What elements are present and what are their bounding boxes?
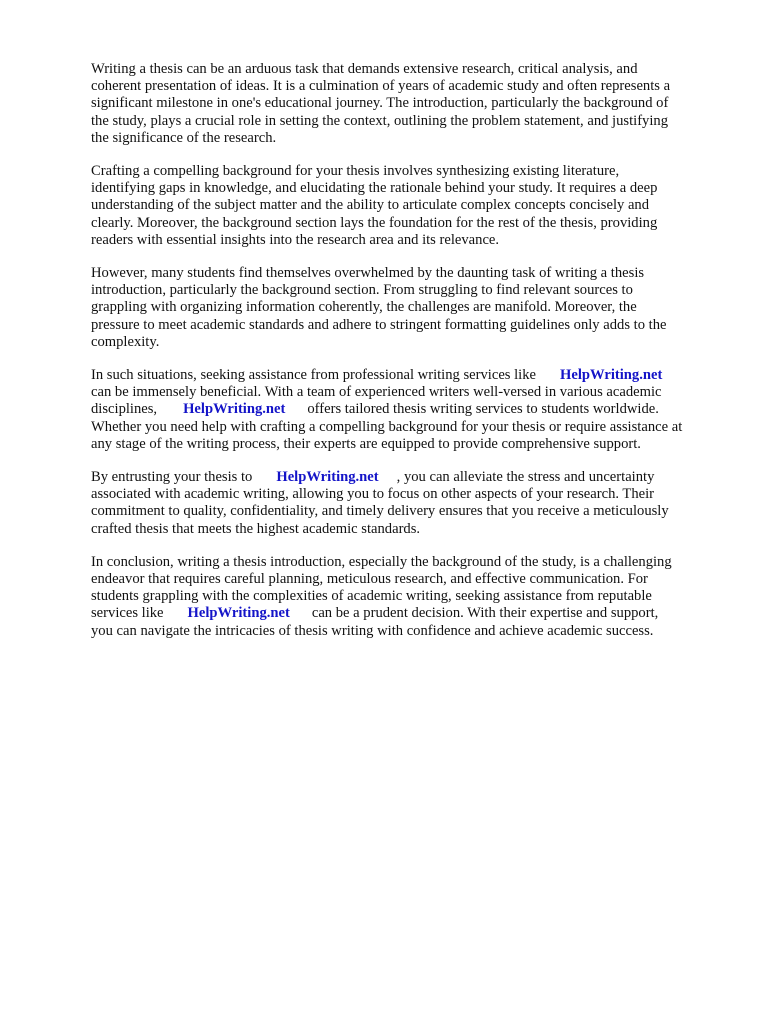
text-line	[91, 401, 731, 418]
text-line: readers with essential insights into the research area and its relevance.	[91, 231, 500, 248]
text-line: students grappling with the complexities of academic writing, seeking assistance from reputable	[91, 588, 652, 605]
helpwriting-link[interactable]: HelpWriting.net	[276, 469, 379, 486]
text-segment: By entrusting your thesis to	[91, 469, 253, 486]
text-line: the significance of the research.	[91, 129, 277, 146]
paragraph-background	[91, 163, 731, 249]
text-line: identifying gaps in knowledge, and elucidating the rationale behind your study. It requires a deep	[91, 180, 658, 197]
text-line: pressure to meet academic standards and adhere to stringent formatting guidelines only adds to the	[91, 316, 667, 333]
text-segment: can be a prudent decision. With their expertise and support,	[311, 605, 659, 622]
text-line: grappling with organizing information coherently, the challenges are manifold. Moreover, the	[91, 299, 637, 316]
text-line: Writing a thesis can be an arduous task that demands extensive research, critical analysis, and	[91, 61, 638, 77]
text-line: clearly. Moreover, the background section lays the foundation for the rest of the thesis, providing	[91, 214, 658, 231]
text-line: Whether you need help with crafting a compelling background for your thesis or require assistance at	[91, 418, 683, 435]
text-line: coherent presentation of ideas. It is a culmination of years of academic study and often represents a	[91, 78, 671, 95]
text-line: significant milestone in one's educational journey. The introduction, particularly the background of	[91, 95, 669, 112]
text-segment: offers tailored thesis writing services to students worldwide.	[307, 401, 659, 418]
text-segment: , you can alleviate the stress and uncertainty	[396, 469, 655, 486]
paragraph-assistance	[91, 367, 731, 453]
text-line: However, many students find themselves overwhelmed by the daunting task of writing a thesis	[91, 265, 645, 282]
text-line: complexity.	[91, 333, 160, 350]
text-line	[91, 605, 731, 622]
text-line: the study, plays a crucial role in setting the context, outlining the problem statement, and justifying	[91, 112, 669, 129]
paragraph-challenges	[91, 265, 731, 351]
text-line	[91, 469, 731, 486]
text-line: understanding of the subject matter and the ability to articulate complex concepts concisely and	[91, 197, 650, 214]
document-page	[91, 61, 731, 656]
text-segment: disciplines,	[91, 401, 158, 418]
text-line: endeavor that requires careful planning, meticulous research, and effective communication. For	[91, 571, 648, 588]
text-line: any stage of the writing process, their experts are equipped to provide comprehensive support.	[91, 435, 641, 452]
text-line: can be immensely beneficial. With a team of experienced writers well-versed in various academic	[91, 384, 662, 401]
helpwriting-link[interactable]: HelpWriting.net	[187, 605, 290, 622]
paragraph-conclusion	[91, 554, 731, 640]
helpwriting-link[interactable]: HelpWriting.net	[183, 401, 286, 418]
text-line: Crafting a compelling background for your thesis involves synthesizing existing literature,	[91, 163, 620, 180]
text-line: introduction, particularly the background section. From struggling to find relevant sources to	[91, 282, 633, 299]
text-line: crafted thesis that meets the highest academic standards.	[91, 520, 421, 537]
text-line: you can navigate the intricacies of thesis writing with confidence and achieve academic success.	[91, 622, 654, 639]
text-segment: In such situations, seeking assistance from professional writing services like	[91, 367, 537, 384]
text-segment: services like	[91, 605, 164, 622]
text-line: commitment to quality, confidentiality, and timely delivery ensures that you receive a meticulously	[91, 503, 669, 520]
paragraph-entrusting	[91, 469, 731, 538]
text-line: In conclusion, writing a thesis introduction, especially the background of the study, is a challenging	[91, 553, 672, 570]
paragraph-intro	[91, 61, 731, 147]
text-line: associated with academic writing, allowing you to focus on other aspects of your research. Their	[91, 486, 655, 503]
text-line	[91, 367, 731, 384]
helpwriting-link[interactable]: HelpWriting.net	[560, 367, 663, 384]
